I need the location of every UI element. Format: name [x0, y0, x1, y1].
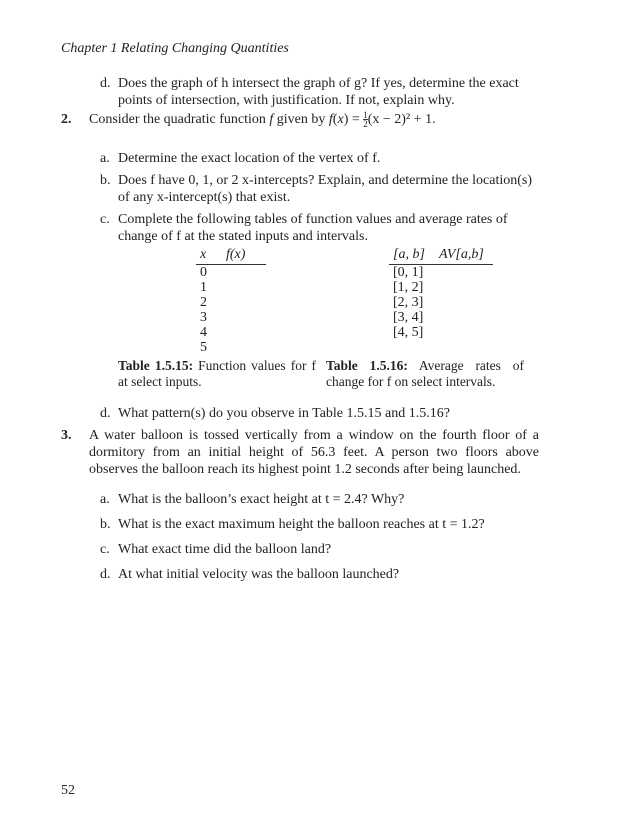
problem-2a	[100, 150, 540, 167]
table-row: [2, 3]	[393, 295, 424, 310]
part-label: c.	[100, 542, 110, 557]
problem-3-number: 3.	[61, 428, 72, 443]
part-text: What is the balloon’s exact height at t = 2.4? Why?	[118, 492, 405, 507]
part-label: b.	[100, 173, 111, 188]
table-row: 2	[200, 295, 207, 310]
average-rates-table	[389, 247, 493, 340]
part-text: What is the exact maximum height the balloon reaches at t = 1.2?	[118, 517, 485, 532]
part-label: d.	[100, 567, 111, 582]
col-header-interval: [a, b]	[389, 247, 435, 265]
table-caption-1: Table 1.5.15: Function values for f at select inputs.	[118, 358, 317, 389]
fraction: $\frac{1}{2}$	[363, 110, 368, 130]
col-header-x: x	[196, 247, 222, 265]
part-label: c.	[100, 212, 110, 227]
problem-3a	[100, 491, 540, 508]
table-row: 1	[200, 280, 207, 295]
intro-text: Consider the quadratic function	[89, 112, 266, 127]
table-row: 4	[200, 325, 207, 340]
part-text: At what initial velocity was the balloon launched?	[118, 567, 400, 582]
page-number: 52	[61, 783, 75, 798]
formula-tail: (x − 2)² + 1.	[367, 112, 436, 127]
table-row: [1, 2]	[393, 280, 424, 295]
table-row: 0	[200, 265, 207, 280]
part-text: What exact time did the balloon land?	[118, 542, 332, 557]
col-header-fx: f(x)	[222, 247, 266, 265]
part-label: d.	[100, 76, 111, 91]
problem-3-text: A water balloon is tossed vertically from a window on the fourth floor of a dormitory from an initial height of 56.3 feet. A person two floors above observes the balloon reach its highest point 1.2 seconds after being launched.	[89, 428, 539, 477]
table-row: [0, 1]	[393, 265, 424, 280]
part-text: Complete the following tables of function values and average rates of change of f at the stated inputs and intervals.	[118, 212, 508, 244]
part-label: a.	[100, 492, 110, 507]
problem-2c	[100, 211, 540, 245]
table-row: [3, 4]	[393, 310, 424, 325]
problem-3d	[100, 566, 540, 583]
table-row: 3	[200, 310, 207, 325]
part-label: a.	[100, 151, 110, 166]
part-text: Determine the exact location of the vertex of f.	[118, 151, 381, 166]
part-text: Does f have 0, 1, or 2 x-intercepts? Explain, and determine the location(s) of any x-intercept(s) that exist.	[118, 173, 533, 205]
part-label: d.	[100, 406, 111, 421]
function-values-table	[196, 247, 266, 355]
col-header-av: AV[a,b]	[435, 247, 493, 265]
table-row: 5	[200, 340, 207, 355]
problem-2d	[100, 405, 540, 422]
problem-2b	[100, 172, 540, 206]
problem-2-intro: Consider the quadratic function f given by f(x) = $\frac{1}{2}$ (x − 2)² + 1.	[89, 110, 436, 130]
problem-3b	[100, 516, 540, 533]
part-text: What pattern(s) do you observe in Table 1.5.15 and 1.5.16?	[118, 406, 450, 421]
problem-1d	[100, 75, 540, 109]
intro-text-mid: given by	[276, 112, 326, 127]
table-caption-2: Table 1.5.16: Average rates of change for f on select intervals.	[326, 358, 524, 389]
part-label: b.	[100, 517, 111, 532]
chapter-header: Chapter 1 Relating Changing Quantities	[61, 41, 289, 56]
table-row: [4, 5]	[393, 325, 424, 340]
problem-2-number: 2.	[61, 112, 72, 127]
problem-3c	[100, 541, 540, 558]
part-text: Does the graph of h intersect the graph of g? If yes, determine the exact points of intersection, with justification. If not, explain why.	[118, 76, 519, 108]
